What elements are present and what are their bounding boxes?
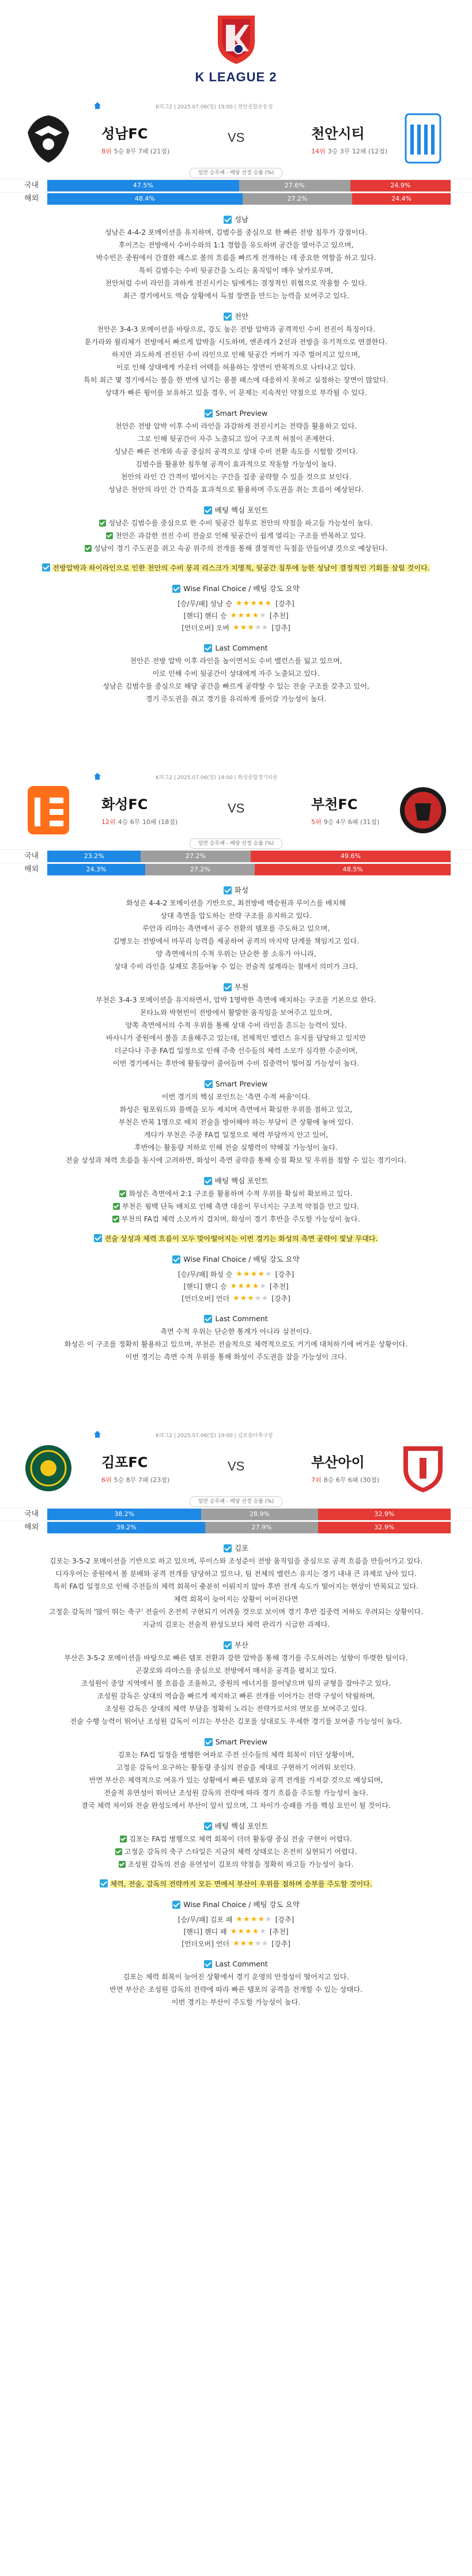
star-rating-icon: ★★★★★ <box>230 1927 266 1936</box>
prob-draw-segment: 28.9% <box>201 1509 318 1520</box>
text-line: 전술적 유연성이 뛰어난 조성원 감독의 전략에 따라 경기 흐름을 주도할 가능성이 높다. <box>104 1789 368 1797</box>
away-team-name: 부산아이 <box>311 1454 365 1471</box>
section-title-away: 천안 <box>0 310 472 323</box>
text-line: 후이즈는 전방에서 수비수와의 1:1 경합을 유도하며 공간을 열어주고 있으며, <box>118 241 354 249</box>
star-rating-icon: ★★★★★ <box>236 1270 272 1278</box>
away-team-crest <box>398 1438 448 1496</box>
home-team-name: 화성FC <box>101 796 148 813</box>
text-line: 곤잘로와 라마스를 중심으로 전방에서 매서운 공격을 펼치고 있다. <box>135 1667 337 1675</box>
check-icon <box>204 506 212 514</box>
text-line: 후반에는 활동량 저하로 인해 전술 실행력이 약해질 가능성이 높다. <box>134 1144 338 1152</box>
pick-row <box>0 1292 472 1304</box>
text-line: 양 측면에서의 수적 우위는 단순한 볼 소유가 아니라, <box>156 950 316 958</box>
pick-label: [핸디] 핸디 승 <box>183 1282 227 1291</box>
text-line: 루안과 리마는 측면에서 공수 전환의 템포를 주도하고 있으며, <box>142 924 330 932</box>
green-check-icon <box>120 1836 127 1842</box>
pick-label: [승/무/패] 성남 승 <box>178 599 232 608</box>
prob-win-segment: 24.3% <box>47 864 145 875</box>
betting-point: 부천은 윙백 단독 배치로 인해 측면 대응이 무너지는 구조적 약점을 안고 있다. <box>0 1200 472 1213</box>
prob-draw-segment: 27.6% <box>239 180 350 191</box>
betting-point: 김포는 FA컵 병행으로 체력 회복이 더뎌 활동량 중심 전술 구현이 어렵다. <box>0 1833 472 1845</box>
text-line: 성남은 천안의 라인 간 간격을 효과적으로 활용하며 주도권을 쥐는 흐름이 예상된다. <box>108 486 364 494</box>
pick-tag: [추천] <box>269 1282 289 1291</box>
pick-row <box>0 1913 472 1926</box>
away-team-record: 7위 8승 6무 6패 (30점) <box>311 1476 380 1484</box>
check-icon <box>172 1901 180 1909</box>
star-rating-icon: ★★★★★ <box>235 599 273 608</box>
text-line: 천안의 라인 간 간격이 벌어지는 구간을 집중 공략할 수 있을 것으로 보인다. <box>120 473 352 481</box>
betting-point: 성남이 경기 주도권을 쥐고 속공 위주의 전개를 통해 결정적인 득점을 만들어낼 것으로 예상된다. <box>0 542 472 555</box>
prob-caption: 일반 승무패 - 배당 산정 승률 (%) <box>0 1496 472 1507</box>
home-team-name: 성남FC <box>101 126 148 142</box>
pick-label: [승/무/패] 김포 패 <box>178 1915 233 1924</box>
text-line: 김포는 3-5-2 포메이션을 기반으로 하고 있으며, 루이스와 조성준이 전방 움직임을 중심으로 공격 흐름을 만들어가고 있다. <box>49 1557 423 1565</box>
last-comment <box>0 1970 472 2009</box>
prob-win-segment: 48.4% <box>47 193 243 205</box>
text-line: 천안은 3-4-3 포메이션을 바탕으로, 강도 높은 전방 압박과 공격적인 수비 전진이 특징이다. <box>97 325 375 333</box>
prob-row <box>0 863 472 876</box>
section-title-away: 부산 <box>0 1639 472 1652</box>
pick-label: [핸디] 핸디 승 <box>183 611 227 620</box>
text-line: 조성원 감독은 상대의 역습을 빠르게 제지하고 빠른 전개를 이어가는 전략 구성이 탁월하며, <box>97 1692 375 1700</box>
green-check-icon <box>85 545 92 552</box>
text-line: 지금의 김포는 전술적 완성도보다 체력 관리가 시급한 과제다. <box>142 1620 330 1629</box>
prob-row <box>0 179 472 192</box>
text-line: 특히 FA컵 일정으로 인해 주전들의 체력 회복이 충분히 이뤄지지 않아 후반 전개 속도가 떨어지는 현상이 반복되고 있다. <box>53 1582 419 1590</box>
check-icon <box>42 563 50 571</box>
text-line: 특히 김범수는 수비 뒷공간을 노리는 움직임이 매우 날카로우며, <box>138 266 334 274</box>
text-line: 전술 상성과 체력 흐름을 동시에 고려하면, 화성이 측면 공략을 통해 승점 확보 및 우위를 점할 수 있는 경기이다. <box>65 1156 407 1164</box>
text-line: 최근 경기에서도 역습 상황에서 득점 장면을 만드는 능력을 보여주고 있다. <box>123 292 349 300</box>
pick-tag: [강추] <box>275 599 294 608</box>
prob-label: 해외 <box>24 865 39 874</box>
pick-label: [핸디] 핸디 패 <box>183 1927 227 1936</box>
section-title-points: 배팅 핵심 포인트 <box>0 1820 472 1833</box>
pick-row <box>0 610 472 622</box>
prob-row <box>0 1521 472 1534</box>
away-analysis <box>0 323 472 399</box>
section-title-points: 배팅 핵심 포인트 <box>0 504 472 517</box>
section-title-last: Last Comment <box>0 1958 472 1970</box>
section-title-home: 화성 <box>0 884 472 897</box>
prob-label: 해외 <box>24 1523 39 1532</box>
match-card <box>0 1427 472 2009</box>
home-icon <box>93 101 101 110</box>
prob-row <box>0 849 472 863</box>
home-team-crest <box>23 110 74 167</box>
vs-label: VS <box>228 1459 245 1473</box>
check-icon <box>204 1960 212 1968</box>
text-line: 성남은 4-4-2 포메이션을 유지하며, 김범수를 중심으로 한 빠른 전방 침투가 강점이다. <box>104 228 368 236</box>
green-check-icon <box>115 1848 122 1855</box>
check-icon <box>205 1738 213 1746</box>
match-header <box>0 1427 472 1496</box>
text-line: 특히 최근 몇 경기에서는 볼을 한 번에 넘기는 롱볼 패스에 대응하지 못하고 실점하는 장면이 많았다. <box>83 376 389 384</box>
text-line: 부천은 3-4-3 포메이션을 유지하면서, 압박 1명박한 측면에 배치하는 구조를 기본으로 한다. <box>96 996 376 1004</box>
pick-table <box>0 597 472 634</box>
vs-label: VS <box>228 801 245 815</box>
green-check-icon <box>99 520 106 527</box>
betting-points <box>0 1833 472 1871</box>
text-line: 디자우어는 중원에서 볼 분배와 공격 전개를 담당하고 있으나, 팀 전체의 밸런스 유지는 경기 내내 큰 과제로 남아 있다. <box>55 1570 417 1578</box>
text-line: 양쪽 측면에서의 수적 우위를 통해 상대 수비 라인을 흔드는 능력이 있다. <box>125 1021 347 1029</box>
text-line: 체력 회복이 늦어지는 상황이 이어진다면 <box>173 1595 299 1603</box>
prob-win-segment: 39.2% <box>47 1522 205 1533</box>
check-icon <box>204 1177 212 1185</box>
betting-point: 화성은 측면에서 2:1 구조를 활용하며 수적 우위를 확실히 확보하고 있다. <box>0 1187 472 1200</box>
pick-tag: [추천] <box>269 611 289 620</box>
prob-bar <box>47 1509 451 1520</box>
prob-loss-segment: 24.9% <box>350 180 451 191</box>
prob-win-segment: 47.5% <box>47 180 239 191</box>
prob-row <box>0 192 472 205</box>
home-icon <box>93 1430 101 1438</box>
pick-label: [언더오버] 오버 <box>182 623 229 632</box>
prob-label: 국내 <box>24 1510 39 1518</box>
pick-tag: [추천] <box>269 1927 289 1936</box>
prob-draw-segment: 27.2% <box>141 851 250 862</box>
pick-table <box>0 1268 472 1304</box>
last-comment <box>0 655 472 705</box>
text-line: 전술 수행 능력이 뛰어난 조성원 감독이 이끄는 부산은 김포를 상대로도 우세한 경기를 보여줄 가능성이 높다. <box>70 1717 402 1725</box>
text-line: 바사니가 중원에서 볼을 조율해주고 있는데, 전체적인 밸런스 유지를 담당하고 있지만 <box>106 1034 366 1042</box>
pick-row <box>0 1280 472 1292</box>
text-line: 조성원 감독은 상대의 체력 부담을 정확히 노리는 전략가로서의 면모를 보여주고 있다. <box>105 1705 367 1713</box>
section-title-wfc: Wise Final Choice / 배팅 강도 요약 <box>0 1253 472 1266</box>
text-line: 성남은 빠른 전개와 속공 중심의 공격으로 상대 수비 전환 속도를 시험할 것이다. <box>114 447 358 456</box>
text-line: 천안은 전방 압박 이후 라인을 높이면서도 수비 밸런스를 잃고 있으며, <box>130 657 342 665</box>
home-team-name: 김포FC <box>101 1454 148 1471</box>
pick-tag: [강추] <box>271 1294 290 1303</box>
league-info: K리그2 | 2025.07.06(일) 19:00 | 김포솔터축구장 <box>156 1433 273 1439</box>
pick-tag: [강추] <box>275 1915 294 1924</box>
prob-draw-segment: 27.2% <box>145 864 255 875</box>
pick-row <box>0 1938 472 1950</box>
home-analysis <box>0 226 472 302</box>
betting-point: 성남은 김범수를 중심으로 한 수비 뒷공간 침투로 천안의 약점을 파고들 가능성이 높다. <box>0 517 472 529</box>
summary-line: 전술 상성과 체력 흐름이 모두 맞아떨어지는 이번 경기는 화성의 측면 공략이 빛날 무대다. <box>0 1232 472 1245</box>
text-line: 고정운 감독이 요구하는 활동량 중심의 전술을 제대로 구현하기 어려워 보인다. <box>116 1763 356 1772</box>
star-rating-icon: ★★★★★ <box>236 1915 272 1924</box>
text-line: 상대가 빠른 윙어를 보유하고 있을 경우, 이 문제는 지속적인 약점으로 부각될 수 있다. <box>105 389 367 397</box>
text-line: 이로 인해 상대에게 카운터 어택을 허용하는 장면이 반복적으로 나타나고 있다. <box>116 363 356 371</box>
prob-loss-segment: 32.9% <box>318 1522 451 1533</box>
pick-tag: [강추] <box>271 1939 290 1948</box>
away-team-crest <box>398 110 448 167</box>
pick-row <box>0 597 472 610</box>
text-line: 성남은 김범수를 중심으로 해당 공간을 빠르게 공략할 수 있는 전술 구조를 갖추고 있어, <box>103 682 369 690</box>
check-icon <box>204 644 212 652</box>
section-title-home: 김포 <box>0 1542 472 1555</box>
home-team-crest <box>23 1438 74 1496</box>
analysis <box>0 1542 472 2009</box>
betting-points <box>0 1187 472 1225</box>
check-icon <box>172 1255 180 1263</box>
prob-bar <box>47 193 451 205</box>
pick-tag: [강추] <box>271 623 290 632</box>
pick-label: [언더오버] 언더 <box>182 1294 229 1303</box>
smart-preview <box>0 1748 472 1812</box>
analysis <box>0 884 472 1363</box>
text-line: 결국 체력 차이와 전술 완성도에서 부산이 앞서 있으며, 그 차이가 승패를 가를 핵심 요인이 될 것이다. <box>81 1802 391 1810</box>
home-analysis <box>0 1555 472 1631</box>
summary-line: 전방압박과 하이라인으로 인한 천안의 수비 붕괴 리스크가 치명적, 뒷공간 침투에 능한 성남이 결정적인 기회를 살릴 것이다. <box>0 562 472 574</box>
betting-point: 고정운 감독의 축구 스타일은 지금의 체력 상태로는 온전히 실현되기 어렵다. <box>0 1845 472 1858</box>
prob-bar <box>47 1522 451 1533</box>
section-title-preview: Smart Preview <box>0 1736 472 1748</box>
home-icon <box>93 772 101 780</box>
logo-text: K LEAGUE 2 <box>195 70 277 84</box>
section-title-preview: Smart Preview <box>0 407 472 420</box>
betting-point: 조성원 감독의 전술 유연성이 김포의 약점을 정확히 파고들 가능성이 높다. <box>0 1858 472 1871</box>
text-line: 김범수를 활용한 침투형 공격이 효과적으로 작동할 가능성이 높다. <box>135 460 337 468</box>
check-icon <box>224 983 232 991</box>
text-line: 부산은 3-5-2 포메이션을 바탕으로 빠른 템포 전환과 강한 압박을 통해 경기를 주도하려는 성향이 뚜렷한 팀이다. <box>64 1654 408 1662</box>
text-line: 박수빈은 중원에서 간결한 패스로 볼의 흐름을 빠르게 전개하는 데 중요한 역할을 하고 있다. <box>96 254 376 262</box>
pick-tag: [강추] <box>275 1270 294 1278</box>
betting-point: 천안은 과감한 전진 수비 전술로 인해 뒷공간이 쉽게 열리는 구조를 반복하고 있다. <box>0 529 472 542</box>
text-line: 화성은 4-4-2 포메이션을 기반으로, 최전방에 백승원과 루이스를 배치해 <box>126 899 346 907</box>
text-line: 화성은 이 구조를 정확히 활용하고 있으며, 부천은 전술적으로 체력적으로도 거기에 대처하기에 버거운 상황이다. <box>64 1340 408 1348</box>
home-team-record: 6위 5승 8무 7패 (23점) <box>101 1476 170 1484</box>
text-line: 게다가 부천은 주중 FA컵 일정으로 체력 부담까지 안고 있어, <box>144 1131 328 1139</box>
home-team-crest <box>23 780 74 838</box>
pick-row <box>0 1926 472 1938</box>
away-team-name: 천안시티 <box>311 126 365 142</box>
check-icon <box>205 409 213 418</box>
check-icon <box>224 1544 232 1552</box>
green-check-icon <box>106 532 113 539</box>
text-line: 경기 주도권을 쥐고 경기를 유리하게 풀어갈 가능성이 높다. <box>145 695 327 703</box>
check-icon <box>224 216 232 224</box>
text-line: 반면 부산은 조성원 감독의 전략에 따라 빠른 템포의 공격을 전개할 수 있는 상태다. <box>109 1985 363 1994</box>
match-header <box>0 769 472 838</box>
text-line: 고정운 감독의 '많이 뛰는 축구' 전술이 온전히 구현되기 어려울 것으로 보이며 경기 후반 집중력 저하도 우려되는 상황이다. <box>48 1608 424 1616</box>
home-team-record: 12위 4승 6무 10패 (18점) <box>101 818 178 826</box>
league-info: K리그2 | 2025.07.06(일) 19:00 | 천안종합운동장 <box>156 104 273 110</box>
check-icon <box>205 1080 213 1088</box>
section-title-last: Last Comment <box>0 642 472 655</box>
match-card <box>0 98 472 705</box>
prob-bar <box>47 864 451 875</box>
pick-label: [언더오버] 언더 <box>182 1939 229 1948</box>
text-line: 부천은 반복 1명으로 배치 전술을 방어해야 하는 부담이 큰 상황에 놓여 있다. <box>118 1118 354 1126</box>
k-league-shield-icon <box>214 13 258 65</box>
prob-caption: 일반 승무패 - 배당 산정 승률 (%) <box>0 167 472 179</box>
text-line: 김포는 FA컵 일정을 병행한 여파로 주전 선수들의 체력 회복이 더딘 상황이며, <box>118 1751 354 1759</box>
pick-label: [승/무/패] 화성 승 <box>178 1270 233 1278</box>
last-comment <box>0 1325 472 1363</box>
check-icon <box>94 1234 102 1242</box>
summary-line: 체력, 전술, 감독의 전략까지 모든 면에서 부산이 우위를 점하며 승부를 주도할 것이다. <box>0 1878 472 1890</box>
league-logo <box>0 0 472 98</box>
prob-win-segment: 23.2% <box>47 851 141 862</box>
prob-row <box>0 1507 472 1521</box>
prob-win-segment: 38.2% <box>47 1509 201 1520</box>
section-title-points: 배팅 핵심 포인트 <box>0 1175 472 1187</box>
text-line: 몬타뇨와 박현빈이 전방에서 활발한 움직임을 보여주고 있으며, <box>139 1009 333 1017</box>
check-icon <box>204 1822 212 1830</box>
match-header <box>0 98 472 167</box>
away-team-crest <box>398 780 448 838</box>
home-team-record: 8위 5승 8무 7패 (21점) <box>101 148 170 155</box>
section-title-preview: Smart Preview <box>0 1078 472 1090</box>
star-rating-icon: ★★★★★ <box>232 1294 269 1303</box>
section-title-home: 성남 <box>0 213 472 226</box>
prob-label: 해외 <box>24 194 39 203</box>
prob-label: 국내 <box>24 181 39 190</box>
green-check-icon <box>112 1216 119 1223</box>
text-line: 측면 수적 우위는 단순한 통계가 아니라 실전이다. <box>160 1328 312 1336</box>
text-line: 그로 인해 뒷공간이 자주 노출되고 있어 구조적 허점이 존재한다. <box>138 435 334 443</box>
betting-points <box>0 517 472 555</box>
text-line: 이번 경기에서는 후반에 활동량이 줄어들며 수비 집중력이 떨어질 가능성이 높다. <box>112 1059 360 1067</box>
text-line: 반면 부산은 체력적으로 여유가 있는 상황에서 빠른 템포와 공격 전개를 가져갈 것으로 예상되며, <box>89 1776 383 1784</box>
vs-label: VS <box>228 130 245 145</box>
text-line: 김병오는 전방에서 마무리 능력을 제공하여 공격의 마지막 단계를 책임지고 있다. <box>112 937 360 945</box>
away-analysis <box>0 994 472 1070</box>
green-check-icon <box>119 1861 126 1868</box>
section-title-away: 부천 <box>0 981 472 994</box>
text-line: 더군다나 주중 FA컵 일정으로 인해 주축 선수들의 체력 소모가 심각한 수준이며, <box>114 1047 358 1055</box>
text-line: 상대 수비 라인을 실제로 흔들어놓 수 있는 전술적 설계라는 점에서 의미가 크다. <box>114 962 358 971</box>
check-icon <box>224 886 232 894</box>
pick-table <box>0 1913 472 1950</box>
star-rating-icon: ★★★★★ <box>230 1282 266 1291</box>
check-icon <box>172 585 180 593</box>
section-title-last: Last Comment <box>0 1313 472 1325</box>
prob-bar <box>47 180 451 191</box>
check-icon <box>224 1641 232 1649</box>
check-icon <box>204 1315 212 1323</box>
text-line: 천안은 전방 압박 이후 수비 라인을 과감하게 전진시키는 전략을 활용하고 있다. <box>115 422 357 430</box>
text-line: 상대 측면을 압도하는 전략 구조를 유지하고 있다. <box>160 912 312 920</box>
prob-loss-segment: 48.5% <box>255 864 451 875</box>
analysis <box>0 213 472 705</box>
away-team-record: 5위 9승 4무 6패 (31점) <box>311 818 380 826</box>
smart-preview <box>0 420 472 496</box>
star-rating-icon: ★★★★★ <box>230 611 266 620</box>
text-line: 툰가라와 윌리체가 전방에서 빠르게 압박을 시도하며, 엔존레가 2선과 전방을 유기적으로 연결한다. <box>84 338 388 346</box>
prob-loss-segment: 49.6% <box>251 851 451 862</box>
prob-label: 국내 <box>24 852 39 860</box>
smart-preview <box>0 1090 472 1167</box>
text-line: 김포는 체력 회복이 늦어진 상황에서 경기 운영의 안정성이 떨어지고 있다. <box>123 1973 349 1981</box>
text-line: 화성은 윙포워드와 풀백을 모두 제치며 측면에서 확실한 우위를 점하고 있고, <box>119 1105 353 1114</box>
section-title-wfc: Wise Final Choice / 배팅 강도 요약 <box>0 1898 472 1911</box>
league-info: K리그2 | 2025.07.06(일) 19:00 | 화성종합경기타운 <box>156 775 278 781</box>
star-rating-icon: ★★★★★ <box>232 1939 269 1948</box>
match-card <box>0 769 472 1363</box>
star-rating-icon: ★★★★★ <box>232 623 269 632</box>
prob-caption: 일반 승무패 - 배당 산정 승률 (%) <box>0 838 472 849</box>
check-icon <box>224 313 232 321</box>
prob-loss-segment: 32.9% <box>318 1509 451 1520</box>
text-line: 이번 경기는 측면 수적 우위를 통해 화성이 주도권을 잡을 가능성이 크다. <box>125 1353 347 1361</box>
text-line: 하지만 과도하게 전진된 수비 라인으로 인해 뒷공간 커버가 자주 벌어지고 있으며, <box>111 351 361 359</box>
prob-bar <box>47 851 451 862</box>
text-line: 이번 경기는 부산이 주도할 가능성이 높다. <box>171 1998 301 2006</box>
pick-row <box>0 1268 472 1280</box>
away-team-record: 14위 3승 3무 12패 (12점) <box>311 148 388 155</box>
check-icon <box>100 1879 108 1887</box>
text-line: 조성원이 중앙 지역에서 볼 흐름을 조율하고, 중원의 에너지를 불어넣으며 팀의 균형을 잡아주고 있다. <box>81 1679 391 1687</box>
text-line: 천안처럼 수비 라인을 과하게 전진시키는 팀에게는 결정적인 위협으로 작용할 수 있다. <box>105 279 367 287</box>
text-line: 이번 경기의 핵심 포인트는 '측면 수적 싸움'이다. <box>161 1093 311 1101</box>
away-team-name: 부천FC <box>311 796 358 813</box>
prob-draw-segment: 27.2% <box>243 193 352 205</box>
green-check-icon <box>119 1190 126 1197</box>
pick-row <box>0 622 472 634</box>
away-analysis <box>0 1652 472 1728</box>
text-line: 이로 인해 수비 뒷공간이 상대에게 자주 노출되고 있다. <box>152 670 320 678</box>
prob-draw-segment: 27.9% <box>205 1522 318 1533</box>
home-analysis <box>0 897 472 973</box>
betting-point: 부천의 FA컵 체력 소모까지 겹치며, 화성이 경기 후반을 주도할 가능성이 높다. <box>0 1213 472 1225</box>
prob-loss-segment: 24.4% <box>352 193 451 205</box>
section-title-wfc: Wise Final Choice / 배팅 강도 요약 <box>0 582 472 595</box>
green-check-icon <box>113 1203 120 1210</box>
